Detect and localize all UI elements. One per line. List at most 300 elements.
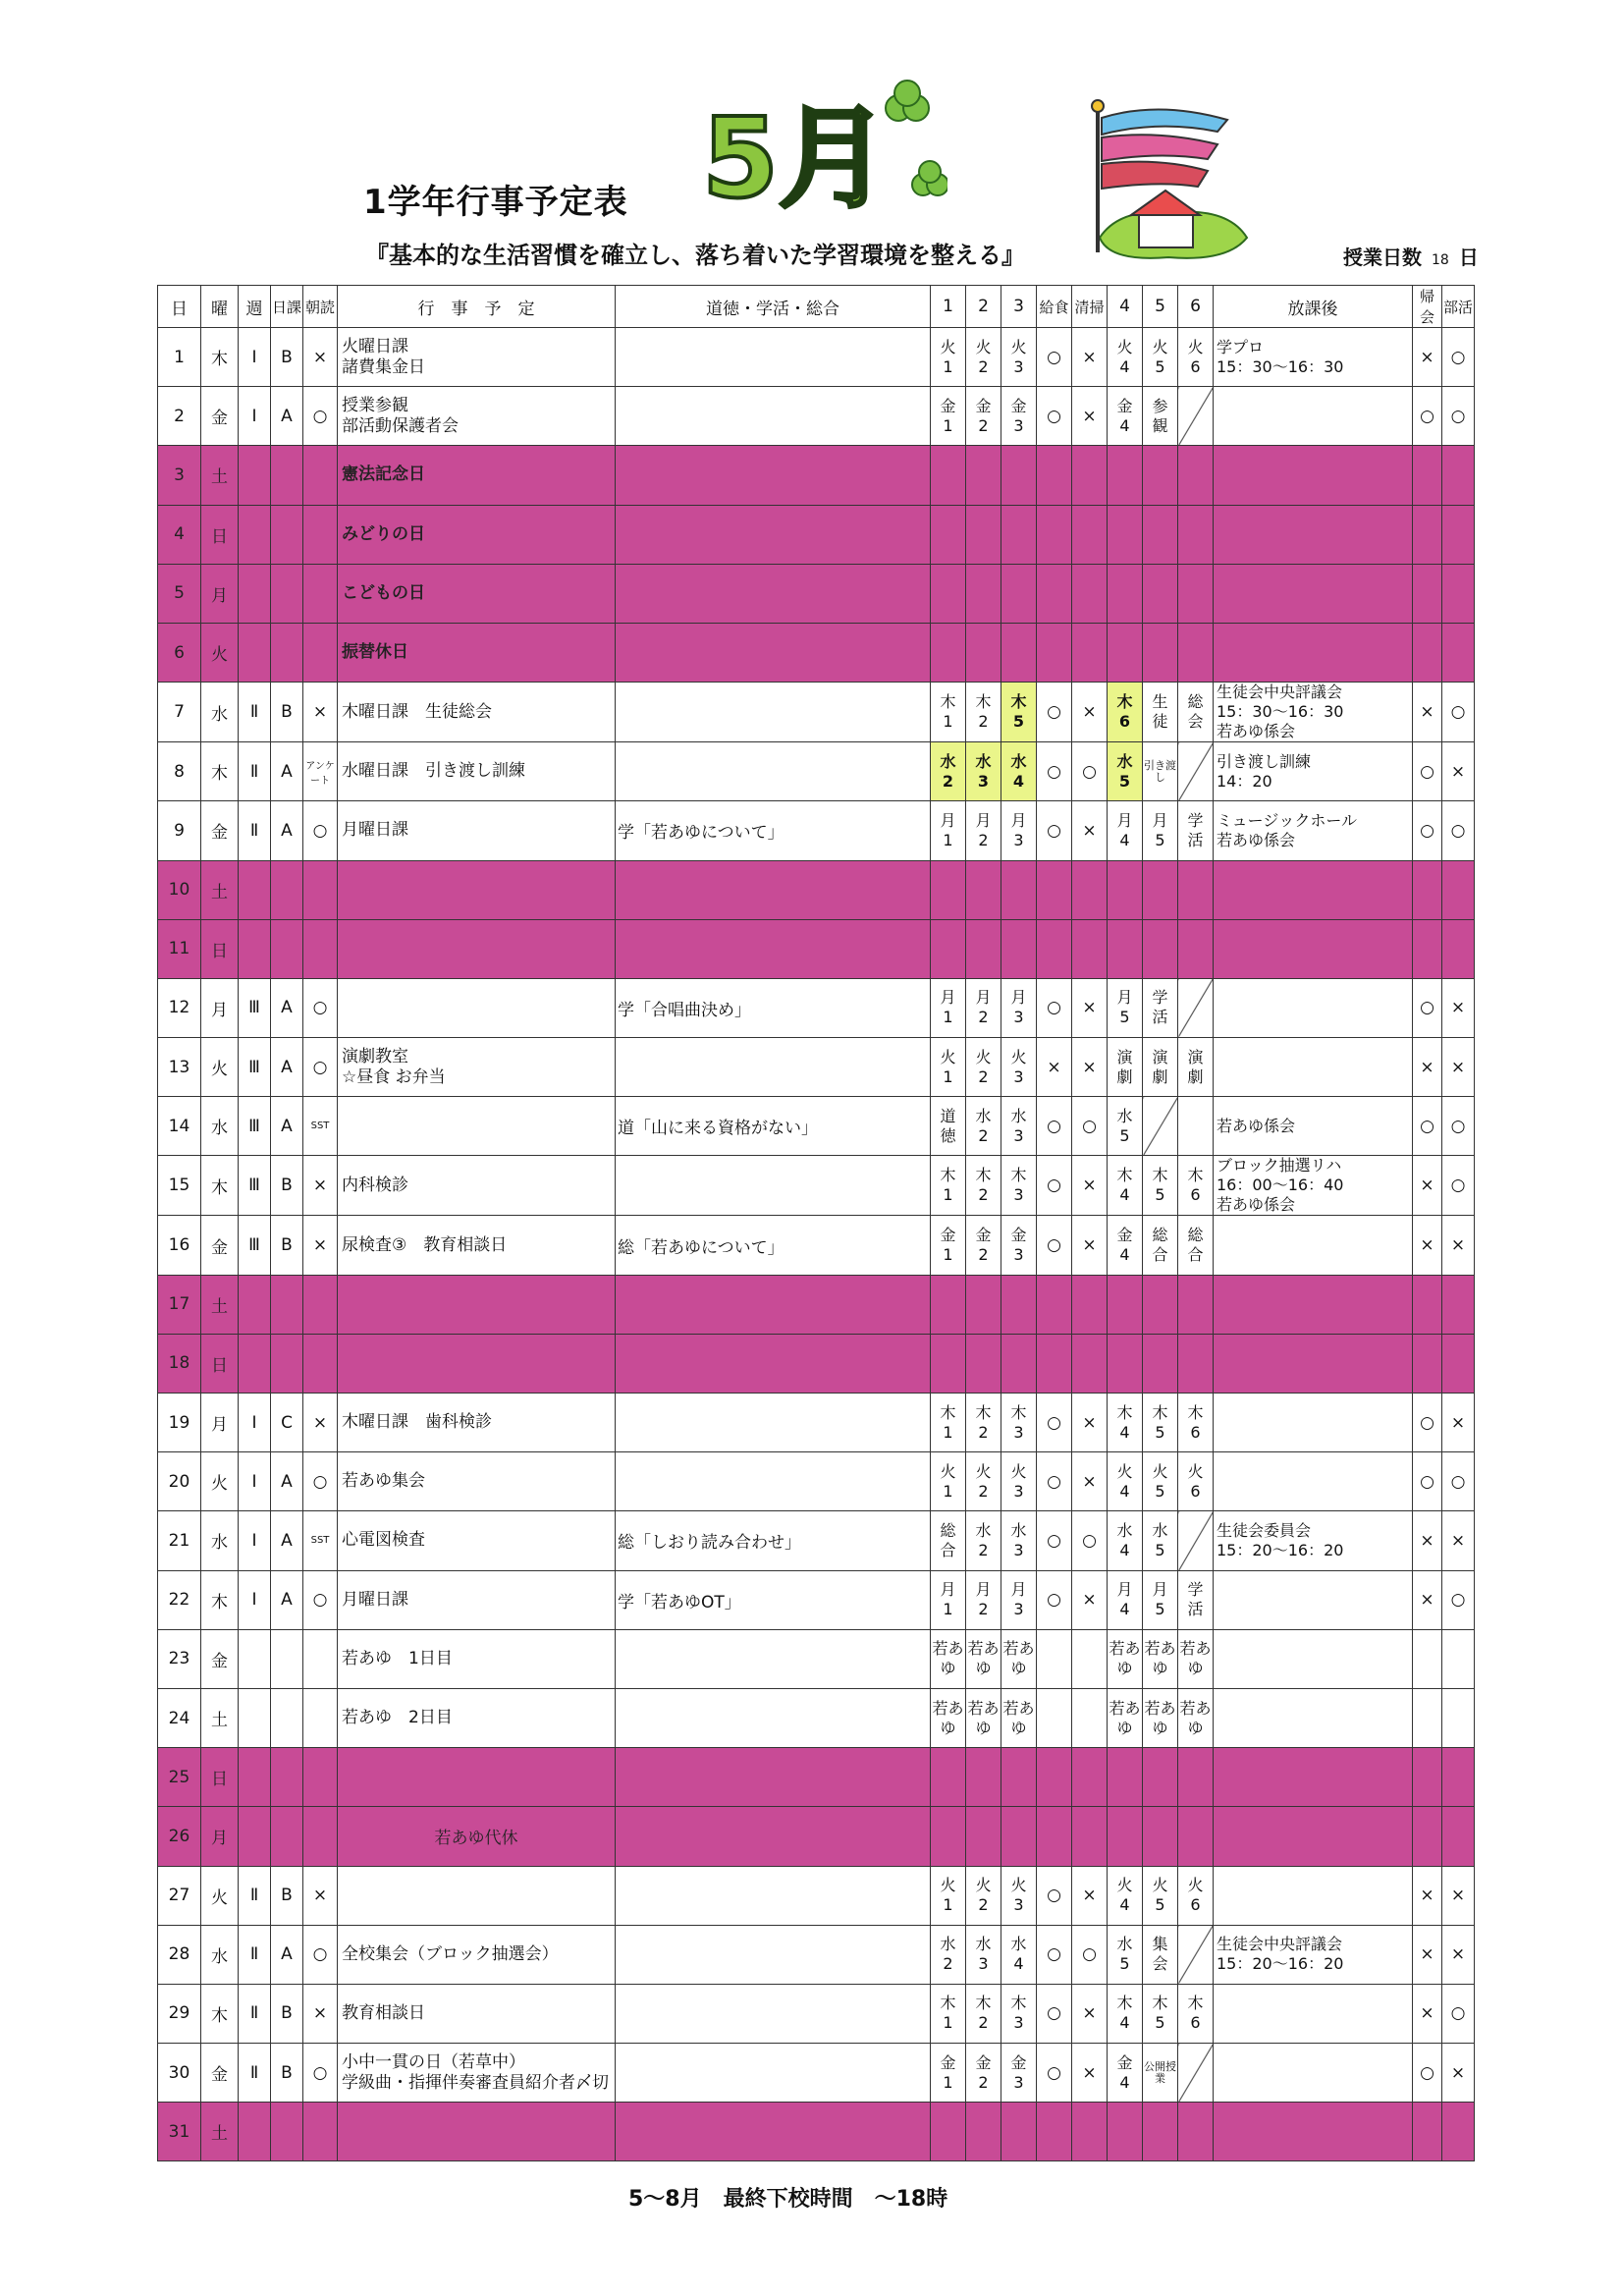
cell-p6	[1178, 742, 1214, 801]
cell-empty	[1143, 2103, 1178, 2161]
cell-w: 日	[201, 919, 239, 978]
cell-p3: 火 3	[1001, 1452, 1037, 1511]
cell-p4: 水 5	[1108, 742, 1143, 801]
cell-se: ×	[1072, 2044, 1108, 2103]
cell-empty	[239, 623, 271, 682]
cell-empty	[271, 623, 303, 682]
cell-p6: 火 6	[1178, 1866, 1214, 1925]
cell-ev: 木曜日課 歯科検診	[338, 1394, 616, 1452]
cell-w: 土	[201, 1275, 239, 1334]
cell-p3: 木 3	[1001, 1984, 1037, 2043]
cell-d: 13	[158, 1038, 201, 1097]
cell-ki: ○	[1413, 1097, 1442, 1156]
cell-p5: 火 5	[1143, 328, 1178, 387]
cell-empty	[616, 860, 931, 919]
cell-p4: 金 4	[1108, 387, 1143, 446]
cell-af	[1214, 1038, 1413, 1097]
cell-empty	[239, 860, 271, 919]
cell-empty	[1001, 919, 1037, 978]
cell-wk: Ⅲ	[239, 978, 271, 1037]
cell-wk: Ⅰ	[239, 1394, 271, 1452]
cell-w: 日	[201, 1748, 239, 1807]
cell-empty	[1413, 860, 1442, 919]
cell-p5: 集 会	[1143, 1925, 1178, 1984]
cell-empty	[303, 1334, 338, 1393]
cell-ev	[338, 2103, 616, 2161]
cell-d: 19	[158, 1394, 201, 1452]
cell-n: A	[271, 742, 303, 801]
cell-p6	[1178, 2044, 1214, 2103]
cell-empty	[1178, 860, 1214, 919]
cell-empty	[616, 446, 931, 505]
cell-p6: 演 劇	[1178, 1038, 1214, 1097]
cell-empty	[1108, 1334, 1143, 1393]
cell-bu: ×	[1442, 1216, 1475, 1275]
cell-p2: 月 2	[966, 978, 1001, 1037]
table-row	[158, 1925, 1475, 1984]
cell-ev: 月曜日課	[338, 1570, 616, 1629]
cell-empty	[966, 2103, 1001, 2161]
cell-af	[1214, 1866, 1413, 1925]
koinobori-illustration	[1080, 90, 1257, 277]
cell-m: ○	[303, 1925, 338, 1984]
cell-ky	[1037, 1688, 1072, 1747]
cell-p6: 総 合	[1178, 1216, 1214, 1275]
column-header: 道徳・学活・総合	[616, 286, 931, 328]
cell-empty	[1143, 564, 1178, 623]
cell-empty	[1001, 1748, 1037, 1807]
cell-n: A	[271, 1038, 303, 1097]
cell-wk: Ⅱ	[239, 1925, 271, 1984]
cell-d: 14	[158, 1097, 201, 1156]
cell-p6: 火 6	[1178, 1452, 1214, 1511]
cell-empty	[1037, 623, 1072, 682]
cell-ev: 心電図検査	[338, 1511, 616, 1570]
column-header: 放課後	[1214, 286, 1413, 328]
cell-p5: 木 5	[1143, 1156, 1178, 1216]
cell-empty	[1178, 505, 1214, 564]
cell-af: 生徒会中央評議会 15：20〜16：20	[1214, 1925, 1413, 1984]
cell-empty	[616, 1275, 931, 1334]
cell-ev	[338, 860, 616, 919]
cell-n: B	[271, 1216, 303, 1275]
cell-mo: 学「若あゆOT」	[616, 1570, 931, 1629]
cell-p1: 火 1	[931, 1038, 966, 1097]
cell-wk	[239, 1688, 271, 1747]
cell-empty	[1108, 1748, 1143, 1807]
cell-ky	[1037, 1629, 1072, 1688]
cell-wk: Ⅰ	[239, 328, 271, 387]
cell-p3: 木 3	[1001, 1394, 1037, 1452]
cell-w: 水	[201, 1097, 239, 1156]
cell-af	[1214, 978, 1413, 1037]
cell-d: 1	[158, 328, 201, 387]
cell-empty	[1072, 2103, 1108, 2161]
cell-p3: 火 3	[1001, 328, 1037, 387]
cell-p2: 水 3	[966, 1925, 1001, 1984]
cell-p2: 水 2	[966, 1511, 1001, 1570]
cell-p1: 金 1	[931, 387, 966, 446]
cell-d: 11	[158, 919, 201, 978]
cell-d: 23	[158, 1629, 201, 1688]
cell-ev: こどもの日	[338, 564, 616, 623]
cell-m: ○	[303, 1038, 338, 1097]
lesson-days-value: 18	[1432, 252, 1449, 268]
cell-n: A	[271, 1570, 303, 1629]
cell-d: 31	[158, 2103, 201, 2161]
cell-p5: 若あゆ	[1143, 1688, 1178, 1747]
cell-p1: 木 1	[931, 1394, 966, 1452]
cell-empty	[239, 1807, 271, 1866]
cell-p5: 火 5	[1143, 1866, 1178, 1925]
cell-empty	[271, 505, 303, 564]
cell-se: ○	[1072, 1097, 1108, 1156]
cell-d: 28	[158, 1925, 201, 1984]
cell-ev: 内科検診	[338, 1156, 616, 1216]
cell-p1: 月 1	[931, 1570, 966, 1629]
table-row	[158, 683, 1475, 742]
cell-af	[1214, 387, 1413, 446]
cell-m: ×	[303, 1394, 338, 1452]
cell-ev: 憲法記念日	[338, 446, 616, 505]
cell-p4: 金 4	[1108, 1216, 1143, 1275]
cell-p4: 木 4	[1108, 1984, 1143, 2043]
cell-empty	[271, 564, 303, 623]
cell-se	[1072, 1629, 1108, 1688]
cell-empty	[303, 860, 338, 919]
cell-empty	[1442, 1748, 1475, 1807]
cell-ky: ○	[1037, 1156, 1072, 1216]
cell-p5: 演 劇	[1143, 1038, 1178, 1097]
cell-empty	[1178, 446, 1214, 505]
cell-mo	[616, 328, 931, 387]
cell-bu: ×	[1442, 978, 1475, 1037]
cell-se: ○	[1072, 1511, 1108, 1570]
cell-empty	[1001, 564, 1037, 623]
cell-empty	[1442, 2103, 1475, 2161]
cell-p6	[1178, 1511, 1214, 1570]
column-header: 2	[966, 286, 1001, 328]
table-header-row	[158, 286, 1475, 328]
column-header: 5	[1143, 286, 1178, 328]
cell-empty	[1214, 1275, 1413, 1334]
cell-empty	[931, 1807, 966, 1866]
cell-ev	[338, 919, 616, 978]
cell-empty	[1413, 919, 1442, 978]
cell-empty	[1214, 505, 1413, 564]
cell-af: 生徒会委員会 15：20〜16：20	[1214, 1511, 1413, 1570]
cell-bu: ×	[1442, 2044, 1475, 2103]
cell-d: 25	[158, 1748, 201, 1807]
cell-ky: ○	[1037, 683, 1072, 742]
cell-p5: 公開授業	[1143, 2044, 1178, 2103]
cell-m: ○	[303, 801, 338, 860]
cell-m: ×	[303, 1866, 338, 1925]
holiday-row	[158, 919, 1475, 978]
cell-empty	[1037, 919, 1072, 978]
cell-w: 木	[201, 1984, 239, 2043]
cell-ky: ○	[1037, 1394, 1072, 1452]
cell-mo	[616, 2044, 931, 2103]
cell-empty	[1442, 446, 1475, 505]
cell-p1: 木 1	[931, 1156, 966, 1216]
cell-ki: ×	[1413, 1216, 1442, 1275]
schedule-table	[157, 285, 1475, 2161]
cell-p2: 水 2	[966, 1097, 1001, 1156]
cell-d: 9	[158, 801, 201, 860]
cell-p2: 若あゆ	[966, 1629, 1001, 1688]
cell-w: 木	[201, 1570, 239, 1629]
cell-af: 引き渡し訓練 14：20	[1214, 742, 1413, 801]
table-row	[158, 1629, 1475, 1688]
table-row	[158, 742, 1475, 801]
cell-ev: 全校集会（ブロック抽選会）	[338, 1925, 616, 1984]
cell-empty	[271, 919, 303, 978]
lesson-days-unit: 日	[1458, 246, 1479, 269]
cell-empty	[966, 860, 1001, 919]
cell-p4: 火 4	[1108, 328, 1143, 387]
cell-af: 学プロ 15：30〜16：30	[1214, 328, 1413, 387]
cell-mo	[616, 1866, 931, 1925]
cell-empty	[1214, 860, 1413, 919]
cell-wk: Ⅲ	[239, 1216, 271, 1275]
cell-empty	[1037, 446, 1072, 505]
cell-m: ○	[303, 387, 338, 446]
cell-d: 6	[158, 623, 201, 682]
cell-bu: ×	[1442, 1038, 1475, 1097]
cell-empty	[1108, 1275, 1143, 1334]
cell-empty	[1108, 1807, 1143, 1866]
cell-empty	[1442, 919, 1475, 978]
cell-n: A	[271, 801, 303, 860]
cell-w: 日	[201, 505, 239, 564]
cell-empty	[1072, 623, 1108, 682]
cell-d: 21	[158, 1511, 201, 1570]
cell-empty	[1442, 1334, 1475, 1393]
cell-d: 24	[158, 1688, 201, 1747]
cell-w: 水	[201, 683, 239, 742]
cell-d: 8	[158, 742, 201, 801]
cell-wk: Ⅰ	[239, 1511, 271, 1570]
cell-mo	[616, 1038, 931, 1097]
cell-empty	[1143, 623, 1178, 682]
cell-empty	[1413, 1748, 1442, 1807]
holiday-row	[158, 446, 1475, 505]
cell-bu: ×	[1442, 1925, 1475, 1984]
cell-p5: 生 徒	[1143, 683, 1178, 742]
cell-ev: 振替休日	[338, 623, 616, 682]
cell-bu: ○	[1442, 683, 1475, 742]
cell-empty	[931, 860, 966, 919]
table-row	[158, 1394, 1475, 1452]
cell-p1: 総 合	[931, 1511, 966, 1570]
cell-p3: 水 3	[1001, 1511, 1037, 1570]
cell-ki: ×	[1413, 1038, 1442, 1097]
cell-empty	[1001, 623, 1037, 682]
cell-empty	[1037, 564, 1072, 623]
cell-d: 10	[158, 860, 201, 919]
cell-empty	[1178, 1807, 1214, 1866]
cell-p6	[1178, 978, 1214, 1037]
page-title: 1学年行事予定表	[363, 183, 628, 222]
cell-empty	[931, 623, 966, 682]
cell-ev: 若あゆ 1日目	[338, 1629, 616, 1688]
cell-ev	[338, 978, 616, 1037]
cell-w: 金	[201, 1216, 239, 1275]
table-row	[158, 2044, 1475, 2103]
cell-ev: 演劇教室 ☆昼食 お弁当	[338, 1038, 616, 1097]
cell-w: 土	[201, 2103, 239, 2161]
cell-p1: 月 1	[931, 978, 966, 1037]
cell-ky: ○	[1037, 801, 1072, 860]
cell-p3: 月 3	[1001, 978, 1037, 1037]
cell-empty	[966, 919, 1001, 978]
cell-p4: 月 4	[1108, 1570, 1143, 1629]
cell-p3: 水 4	[1001, 1925, 1037, 1984]
cell-p6	[1178, 1097, 1214, 1156]
cell-m	[303, 1688, 338, 1747]
cell-bu: ○	[1442, 328, 1475, 387]
cell-empty	[303, 505, 338, 564]
cell-empty	[1001, 2103, 1037, 2161]
cell-se: ○	[1072, 742, 1108, 801]
cell-ev	[338, 1866, 616, 1925]
cell-se: ×	[1072, 978, 1108, 1037]
cell-p4: 若あゆ	[1108, 1629, 1143, 1688]
cell-w: 水	[201, 1925, 239, 1984]
cell-se: ×	[1072, 1452, 1108, 1511]
cell-bu: ○	[1442, 387, 1475, 446]
cell-m: ×	[303, 1156, 338, 1216]
cell-empty	[966, 446, 1001, 505]
cell-mo	[616, 1688, 931, 1747]
cell-af	[1214, 1570, 1413, 1629]
cell-empty	[1037, 1334, 1072, 1393]
cell-p2: 水 3	[966, 742, 1001, 801]
cell-empty	[1214, 623, 1413, 682]
cell-empty	[1037, 1748, 1072, 1807]
cell-empty	[931, 564, 966, 623]
cell-ev: 若あゆ代休	[338, 1807, 616, 1866]
cell-p5	[1143, 1097, 1178, 1156]
cell-ev	[338, 1748, 616, 1807]
cell-empty	[1072, 919, 1108, 978]
cell-d: 2	[158, 387, 201, 446]
cell-empty	[1001, 446, 1037, 505]
cell-bu	[1442, 1688, 1475, 1747]
cell-wk: Ⅱ	[239, 801, 271, 860]
cell-empty	[1413, 1275, 1442, 1334]
cell-mo	[616, 742, 931, 801]
cell-empty	[931, 1275, 966, 1334]
cell-w: 木	[201, 742, 239, 801]
cell-p6: 木 6	[1178, 1156, 1214, 1216]
cell-empty	[1001, 860, 1037, 919]
cell-p1: 水 2	[931, 1925, 966, 1984]
cell-w: 月	[201, 1394, 239, 1452]
cell-p2: 木 2	[966, 683, 1001, 742]
cell-w: 月	[201, 564, 239, 623]
cell-p2: 木 2	[966, 1984, 1001, 2043]
cell-ev: 尿検査③ 教育相談日	[338, 1216, 616, 1275]
cell-empty	[239, 1748, 271, 1807]
cell-mo: 学「若あゆについて」	[616, 801, 931, 860]
cell-empty	[1442, 623, 1475, 682]
cell-n	[271, 1688, 303, 1747]
cell-empty	[616, 1334, 931, 1393]
cell-empty	[616, 2103, 931, 2161]
cell-p4: 演 劇	[1108, 1038, 1143, 1097]
cell-wk: Ⅲ	[239, 1038, 271, 1097]
cell-m: ×	[303, 1984, 338, 2043]
holiday-row	[158, 2103, 1475, 2161]
cell-empty	[303, 919, 338, 978]
cell-ev	[338, 1097, 616, 1156]
cell-ky: ○	[1037, 742, 1072, 801]
cell-d: 29	[158, 1984, 201, 2043]
holiday-row	[158, 1334, 1475, 1393]
cell-empty	[1001, 1334, 1037, 1393]
cell-empty	[1214, 2103, 1413, 2161]
cell-empty	[931, 505, 966, 564]
cell-wk: Ⅰ	[239, 1570, 271, 1629]
cell-ky: ○	[1037, 1511, 1072, 1570]
cell-w: 火	[201, 1452, 239, 1511]
cell-d: 18	[158, 1334, 201, 1393]
table-row	[158, 1156, 1475, 1216]
cell-af	[1214, 2044, 1413, 2103]
holiday-row	[158, 564, 1475, 623]
cell-empty	[1001, 505, 1037, 564]
cell-ki: ×	[1413, 1156, 1442, 1216]
cell-p1: 金 1	[931, 1216, 966, 1275]
cell-empty	[1143, 446, 1178, 505]
cell-wk: Ⅱ	[239, 1984, 271, 2043]
cell-mo	[616, 1394, 931, 1452]
table-row	[158, 1866, 1475, 1925]
cell-w: 火	[201, 1866, 239, 1925]
column-header: 日課	[271, 286, 303, 328]
cell-p1: 若あゆ	[931, 1688, 966, 1747]
cell-p1: 火 1	[931, 1452, 966, 1511]
cell-empty	[1214, 1807, 1413, 1866]
cell-bu	[1442, 1629, 1475, 1688]
cell-w: 火	[201, 1038, 239, 1097]
cell-empty	[931, 446, 966, 505]
cell-w: 木	[201, 328, 239, 387]
cell-p4: 水 5	[1108, 1097, 1143, 1156]
cell-ki: ○	[1413, 387, 1442, 446]
month-label: 5月	[702, 95, 889, 223]
cell-p5: 火 5	[1143, 1452, 1178, 1511]
cell-m: ×	[303, 328, 338, 387]
cell-empty	[1442, 860, 1475, 919]
column-header: 朝読	[303, 286, 338, 328]
cell-p6: 木 6	[1178, 1394, 1214, 1452]
cell-p2: 木 2	[966, 1394, 1001, 1452]
cell-p6	[1178, 387, 1214, 446]
cell-empty	[1143, 919, 1178, 978]
cell-bu: ×	[1442, 1511, 1475, 1570]
cell-p6: 木 6	[1178, 1984, 1214, 2043]
cell-empty	[1108, 2103, 1143, 2161]
column-header: 4	[1108, 286, 1143, 328]
cell-ky: ○	[1037, 1866, 1072, 1925]
cell-d: 17	[158, 1275, 201, 1334]
cell-wk: Ⅰ	[239, 387, 271, 446]
footer-note: 5〜8月 最終下校時間 〜18時	[628, 2187, 948, 2212]
cell-bu: ×	[1442, 1394, 1475, 1452]
